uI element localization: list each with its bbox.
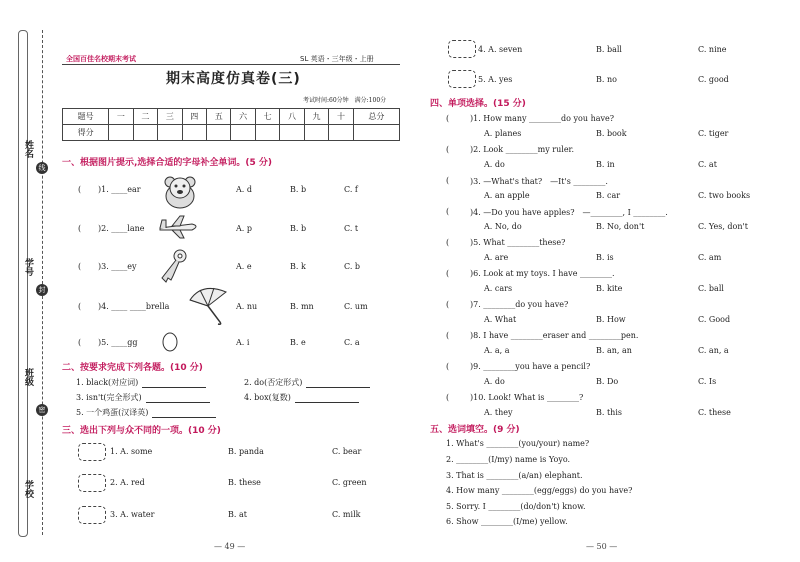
s4-q6: )6. Look at my toys. I have ________. — [470, 269, 615, 278]
s4-q9: )9. ________you have a pencil? — [470, 362, 591, 371]
s1-q5-b: B. e — [290, 338, 306, 347]
score-label: 得分 — [63, 125, 109, 141]
answer-box-2[interactable] — [78, 474, 106, 492]
s1-q5-a: A. i — [236, 338, 250, 347]
s4-q10-a: A. they — [484, 408, 513, 417]
score-cell: 五 — [207, 109, 231, 125]
section-2-title: 二、按要求完成下列各题。(10 分) — [62, 363, 203, 373]
s1-q3-b: B. k — [290, 262, 306, 271]
s4-q6-a: A. cars — [484, 284, 513, 293]
s1-q1-a: A. d — [236, 185, 252, 194]
score-cell: 一 — [109, 109, 133, 125]
s4-q5-b: B. is — [596, 253, 614, 262]
s4-q8-c: C. an, a — [698, 346, 729, 355]
paren-4-4: ( — [446, 207, 450, 216]
s4-q2-b: B. in — [596, 160, 615, 169]
section-1-title: 一、根据图片提示,选择合适的字母补全单词。(5 分) — [62, 158, 273, 168]
s4-q9-b: B. Do — [596, 377, 619, 386]
s3-q5-b: B. no — [596, 75, 617, 84]
paren-4-5: ( — [446, 238, 450, 247]
paren-4-2: ( — [446, 145, 450, 154]
book-meta: SL 英语・三年级・上册 — [300, 55, 374, 63]
label-name: 姓名 — [23, 140, 33, 158]
s3-q5-a: 5. A. yes — [478, 75, 513, 84]
s1-q3-a: A. e — [236, 262, 252, 271]
s4-q7-c: C. Good — [698, 315, 731, 324]
score-input[interactable] — [280, 125, 304, 141]
paren-4-10: ( — [446, 393, 450, 402]
paren-4: ( — [78, 302, 82, 311]
s3-q2-c: C. green — [332, 478, 367, 487]
s2-q2 — [244, 377, 370, 388]
umbrella-icon — [188, 282, 228, 328]
s1-q2: )2. ____lane — [98, 224, 145, 233]
s4-q4-b: B. No, don't — [596, 222, 645, 231]
score-input[interactable] — [133, 125, 157, 141]
s1-q5: )5. ____gg — [98, 338, 138, 347]
s4-q7-a: A. What — [484, 315, 517, 324]
s2-q1 — [76, 377, 206, 388]
answer-box-5[interactable] — [448, 70, 476, 88]
answer-box-4[interactable] — [448, 40, 476, 58]
series-name: 全国百佳名校期末考试 — [66, 55, 136, 63]
page-number-right: — 50 — — [586, 542, 618, 551]
s4-q8-b: B. an, an — [596, 346, 632, 355]
s3-q2-a: 2. A. red — [110, 478, 145, 487]
score-input[interactable] — [304, 125, 328, 141]
paren-4-1: ( — [446, 114, 450, 123]
s3-q1-a: 1. A. some — [110, 447, 153, 456]
s3-q4-c: C. nine — [698, 45, 727, 54]
label-class: 班级 — [23, 368, 33, 386]
score-input[interactable] — [329, 125, 353, 141]
s1-q2-b: B. b — [290, 224, 307, 233]
binding-margin — [0, 0, 52, 562]
paren-4-9: ( — [446, 362, 450, 371]
page-title: 期末高度仿真卷(三) — [166, 71, 301, 87]
section-3-title: 三、选出下列与众不同的一项。(10 分) — [62, 426, 221, 436]
s4-q8: )8. I have ________eraser and ________pen. — [470, 331, 639, 340]
s4-q5-a: A. are — [484, 253, 509, 262]
s3-q4-b: B. ball — [596, 45, 622, 54]
s1-q4: )4. ____ ____brella — [98, 302, 170, 311]
s5-q3: 3. That is ________(a/an) elephant. — [446, 471, 583, 480]
s1-q5-c: C. a — [344, 338, 360, 347]
page-number-left: — 49 — — [214, 542, 246, 551]
s4-q4-c: C. Yes, don't — [698, 222, 748, 231]
score-cell: 九 — [304, 109, 328, 125]
exam-info: 考试时间:60分钟 满分:100分 — [303, 97, 387, 104]
s2-q4-text: 4. box(复数) — [244, 393, 291, 402]
score-input[interactable] — [182, 125, 206, 141]
binding-bar — [18, 30, 28, 537]
s1-q2-c: C. t — [344, 224, 359, 233]
score-cell: 三 — [158, 109, 182, 125]
s4-q9-c: C. Is — [698, 377, 717, 386]
binding-mark-seal: 封 — [36, 284, 48, 296]
binding-mark-line: 线 — [36, 162, 48, 174]
s3-q3-c: C. milk — [332, 510, 361, 519]
score-header-row — [63, 109, 400, 125]
s4-q3-b: B. car — [596, 191, 621, 200]
paren-5: ( — [78, 338, 82, 347]
cut-line — [42, 30, 43, 535]
paren-2: ( — [78, 224, 82, 233]
score-input-row — [63, 125, 400, 141]
s1-q4-b: B. mn — [290, 302, 314, 311]
score-cell: 十 — [329, 109, 353, 125]
s4-q10-c: C. these — [698, 408, 731, 417]
s1-q3-c: C. b — [344, 262, 361, 271]
score-input[interactable] — [353, 125, 399, 141]
section-5-title: 五、选词填空。(9 分) — [430, 425, 520, 435]
label-student-id: 学号 — [23, 258, 33, 276]
score-cell: 八 — [280, 109, 304, 125]
s4-q9-a: A. do — [484, 377, 505, 386]
s4-q5: )5. What ________these? — [470, 238, 566, 247]
score-input[interactable] — [207, 125, 231, 141]
s1-q1-b: B. b — [290, 185, 307, 194]
score-cell: 总分 — [353, 109, 399, 125]
s4-q6-c: C. ball — [698, 284, 724, 293]
answer-box-3[interactable] — [78, 506, 106, 524]
s3-q3-b: B. at — [228, 510, 247, 519]
s4-q1-a: A. planes — [484, 129, 522, 138]
s4-q2: )2. Look ________my ruler. — [470, 145, 575, 154]
score-input[interactable] — [231, 125, 255, 141]
s4-q10-b: B. this — [596, 408, 622, 417]
s1-q1-c: C. f — [344, 185, 358, 194]
s4-q1: )1. How many ________do you have? — [470, 114, 615, 123]
s4-q6-b: B. kite — [596, 284, 623, 293]
s3-q2-b: B. these — [228, 478, 261, 487]
s4-q3: )3. —What's that? —It's ________. — [470, 177, 608, 186]
score-table — [62, 108, 400, 141]
s4-q5-c: C. am — [698, 253, 722, 262]
s5-q6: 6. Show ________(I/me) yellow. — [446, 517, 568, 526]
plane-icon — [158, 214, 202, 242]
s4-q3-a: A. an apple — [484, 191, 530, 200]
score-cell: 四 — [182, 109, 206, 125]
s1-q4-a: A. nu — [236, 302, 258, 311]
s3-q1-c: C. bear — [332, 447, 362, 456]
s2-q3 — [76, 392, 210, 403]
score-input[interactable] — [255, 125, 279, 141]
s4-q10: )10. Look! What is ________? — [470, 393, 584, 402]
answer-blank[interactable] — [142, 378, 206, 388]
s4-q8-a: A. a, a — [484, 346, 510, 355]
paren-4-6: ( — [446, 269, 450, 278]
section-4-title: 四、单项选择。(15 分) — [430, 99, 526, 109]
answer-blank[interactable] — [152, 408, 216, 418]
s4-q1-c: C. tiger — [698, 129, 729, 138]
paren-4-3: ( — [446, 176, 450, 185]
binding-mark-close: 密 — [36, 404, 48, 416]
s4-q4-a: A. No, do — [484, 222, 522, 231]
score-input[interactable] — [158, 125, 182, 141]
paren-4-7: ( — [446, 300, 450, 309]
egg-icon — [162, 330, 178, 354]
s4-q7-b: B. How — [596, 315, 626, 324]
s4-q4: )4. —Do you have apples? —________, I ________. — [470, 208, 668, 217]
paren-3: ( — [78, 262, 82, 271]
s2-q1-text: 1. black(对应词) — [76, 378, 139, 387]
s4-q2-a: A. do — [484, 160, 505, 169]
score-cell: 题号 — [63, 109, 109, 125]
s4-q2-c: C. at — [698, 160, 717, 169]
s3-q4-a: 4. A. seven — [478, 45, 523, 54]
key-icon — [158, 248, 188, 286]
s5-q2: 2. ________(I/my) name is Yoyo. — [446, 455, 571, 464]
score-input[interactable] — [109, 125, 133, 141]
s3-q5-c: C. good — [698, 75, 729, 84]
score-cell: 六 — [231, 109, 255, 125]
s3-q3-a: 3. A. water — [110, 510, 155, 519]
s1-q3: )3. ____ey — [98, 262, 137, 271]
s2-q5-text: 5. 一个鸡蛋(汉译英) — [76, 408, 149, 417]
s2-q5 — [76, 407, 216, 418]
s1-q2-a: A. p — [236, 224, 252, 233]
answer-box-1[interactable] — [78, 443, 106, 461]
paren-4-8: ( — [446, 331, 450, 340]
paren-1: ( — [78, 185, 82, 194]
s5-q4: 4. How many ________(egg/eggs) do you have? — [446, 486, 633, 495]
s5-q5: 5. Sorry. I ________(do/don't) know. — [446, 502, 586, 511]
s2-q2-text: 2. do(否定形式) — [244, 378, 303, 387]
s2-q3-text: 3. isn't(完全形式) — [76, 393, 142, 402]
s4-q1-b: B. book — [596, 129, 627, 138]
s1-q1: )1. ____ear — [98, 185, 141, 194]
label-school: 学校 — [23, 480, 33, 498]
s4-q3-c: C. two books — [698, 191, 751, 200]
bear-icon — [160, 172, 200, 214]
s2-q4 — [244, 392, 359, 403]
s1-q4-c: C. um — [344, 302, 368, 311]
answer-blank[interactable] — [306, 378, 370, 388]
score-cell: 二 — [133, 109, 157, 125]
answer-blank[interactable] — [295, 393, 359, 403]
header-rule — [62, 64, 400, 65]
answer-blank[interactable] — [146, 393, 210, 403]
s3-q1-b: B. panda — [228, 447, 264, 456]
s4-q7: )7. ________do you have? — [470, 300, 569, 309]
s5-q1: 1. What's ________(you/your) name? — [446, 439, 590, 448]
score-cell: 七 — [255, 109, 279, 125]
